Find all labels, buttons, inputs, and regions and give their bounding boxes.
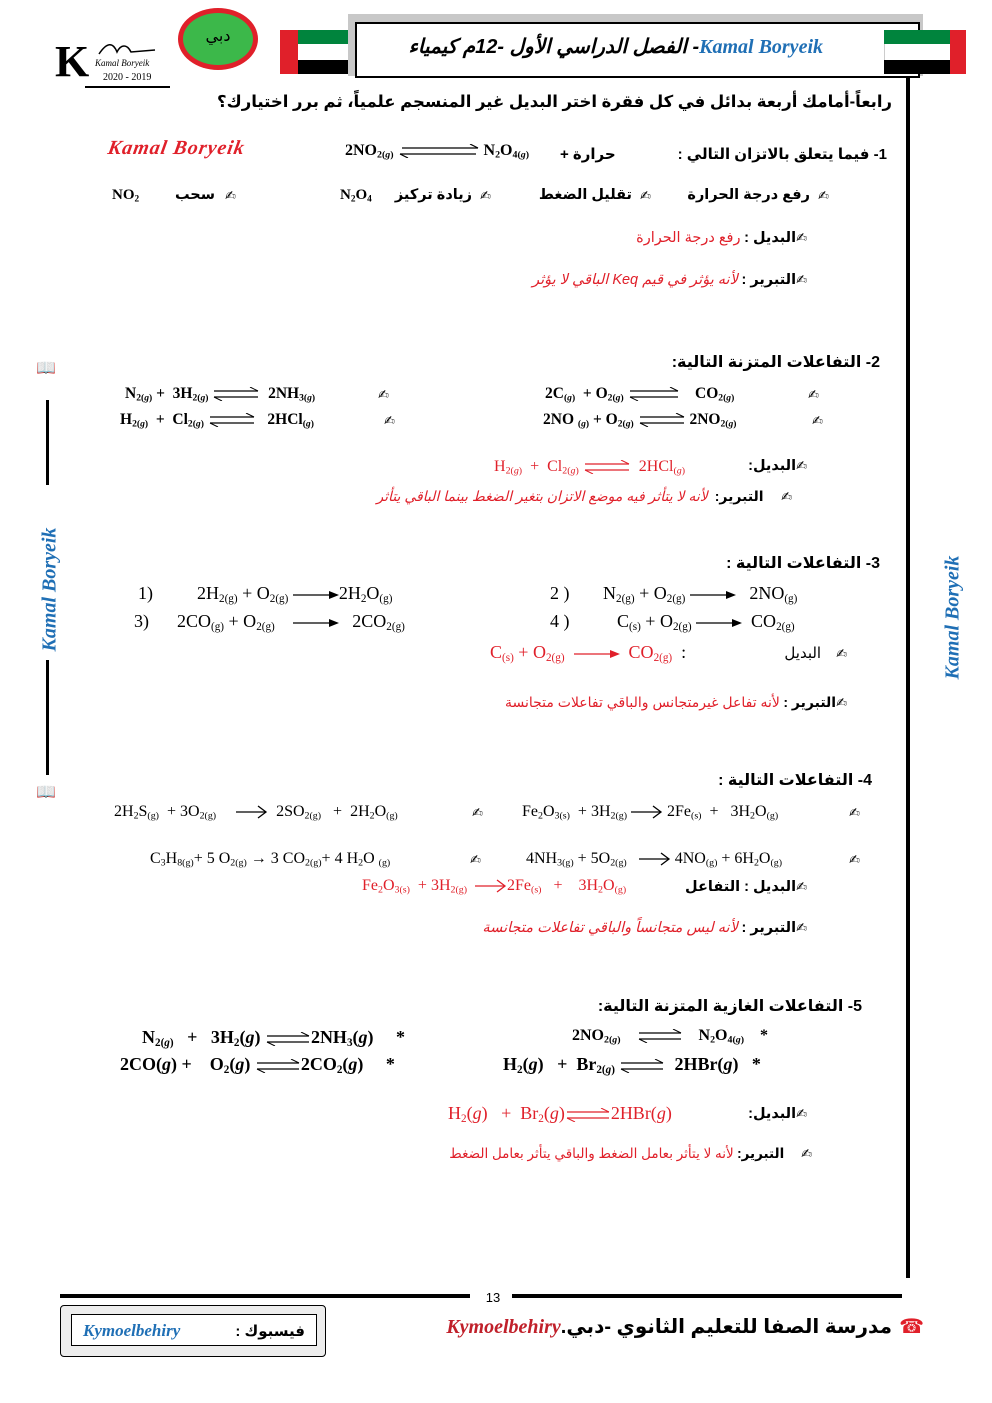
q1-answer-label: البديل : bbox=[744, 230, 797, 246]
page-number: 13 bbox=[485, 1290, 501, 1305]
question-heading: رابعاً-أمامك أربعة بدائل في كل فقرة اختر البديل غير المنسجم علمياً، ثم برر اختيارك؟ bbox=[217, 93, 892, 111]
side-label-left: Kamal Boryeik bbox=[38, 527, 61, 652]
q4-reason-value: لأنه ليس متجانساً والباقي تفاعلات متجانسة bbox=[482, 920, 738, 936]
q3-answer-label: البديل bbox=[784, 645, 822, 662]
q3-answer bbox=[784, 644, 847, 663]
q1-option-1: رفع درجة الحرارة bbox=[687, 187, 810, 203]
q2-reason-label: التبرير: bbox=[714, 488, 764, 504]
city-badge-label: دبي bbox=[205, 28, 231, 45]
pen-icon: ✍ bbox=[849, 853, 860, 868]
q3-answer-equation: $C_{(s)} + O_{2(g)}$ $CO_{2(g)}$ : bbox=[490, 642, 687, 664]
pen-icon: ✍ bbox=[796, 273, 807, 288]
logo-name: Kamal Boryeik bbox=[95, 58, 150, 68]
q4-reason bbox=[482, 920, 807, 937]
pen-icon: ✍ bbox=[470, 853, 481, 868]
q2-reaction-2: $2C_{(g)} + O_{2(g)}$ $CO_{2(g)}$ bbox=[545, 385, 735, 404]
pen-icon: ✍ bbox=[225, 189, 236, 204]
q3-reaction-4: $C_{(s)} + O_{2(g)}$ $CO_{2(g)}$ bbox=[617, 611, 795, 633]
q1-reason-label: التبرير : bbox=[741, 272, 797, 288]
side-label-right: Kamal Boryeik bbox=[941, 555, 964, 680]
q2-reaction-1: $N_{2(g)} + 3H_{2(g)}$ $2NH_{3(g)}$ bbox=[125, 385, 316, 404]
logo-underline bbox=[85, 86, 170, 88]
q2-reason bbox=[376, 488, 792, 506]
q2-reason-value: لأنه لا يتأثر فيه موضع الاتزان بتغير الضغط بينما الباقي يتأثر bbox=[376, 488, 708, 504]
pen-icon: ✍ bbox=[818, 189, 829, 204]
q3-num-4: 4 ) bbox=[550, 611, 570, 631]
q4-prompt: 4- التفاعلات التالية : bbox=[718, 772, 872, 789]
q3-reaction-1: $2H_{2(g)} + O_{2(g)}$ $2H_2O_{(g)}$ bbox=[197, 583, 393, 605]
q1-options bbox=[100, 185, 840, 209]
logo bbox=[55, 38, 170, 88]
q3-num-1: 1) bbox=[138, 583, 153, 603]
pen-icon: ✍ bbox=[801, 1147, 812, 1162]
pen-icon: ✍ bbox=[384, 414, 395, 429]
school-handle[interactable]: Kymoelbehiry bbox=[446, 1316, 561, 1338]
q3-reactions bbox=[130, 583, 870, 643]
q5-reaction-3: 2CO(g) + $O_2(g)$ $2CO_2(g)$ * bbox=[120, 1054, 395, 1076]
q2-reaction-4: 2NO $_{(g)} + O_{2(g)}$ $2NO_{2(g)}$ bbox=[543, 411, 737, 430]
q2-reaction-3: $H_{2(g)} + Cl_{2(g)}$ 2HCl$_{(g)}$ bbox=[120, 411, 314, 430]
q1-option-3-formula: $N_2O_4$ bbox=[340, 187, 372, 205]
pen-icon: ✍ bbox=[781, 490, 792, 505]
pen-icon: ✍ bbox=[836, 647, 847, 662]
q5-reason-value: لأنه لا يتأثر بعامل الضغط والباقي يتأثر بعامل الضغط bbox=[449, 1146, 734, 1161]
q4-reaction-4: $4NH_{3(g)} + 5O_{2(g)}$ $4NO_{(g)} + 6H_2O_{(g)}$ bbox=[526, 850, 783, 869]
pen-icon: ✍ bbox=[378, 388, 389, 403]
footer-rule-right bbox=[512, 1294, 902, 1298]
city-badge bbox=[178, 8, 258, 70]
q2-answer-equation: $H_{2(g)} + Cl_{2(g)}$ 2HCl$_{(g)}$ bbox=[494, 458, 686, 477]
q3-reason-value: لأنه تفاعل غيرمتجانس والباقي تفاعلات متجانسة bbox=[504, 694, 780, 710]
facebook-scroll bbox=[60, 1305, 326, 1357]
q4-reaction-2: $Fe_2O_{3(s)} + 3H_{2(g)}$ $2Fe_{(s)} + 3H_2O_{(g)}$ bbox=[522, 803, 779, 822]
q4-answer bbox=[685, 879, 807, 896]
q5-reaction-1: $N_{2(g)} + 3H_2(g)$ $2NH_3(g)$ * bbox=[142, 1027, 406, 1049]
pen-icon: ✍ bbox=[480, 189, 491, 204]
q1-reason-value: لأنه يؤثر في قيم Keq الباقي لا يؤثر bbox=[532, 272, 738, 288]
q3-reason bbox=[505, 694, 847, 712]
pen-icon: ✍ bbox=[836, 696, 847, 711]
pen-icon: ✍ bbox=[796, 880, 807, 895]
q5-prompt: 5- التفاعلات الغازية المتزنة التالية: bbox=[597, 998, 862, 1015]
logo-year: 2020 - 2019 bbox=[103, 72, 152, 83]
q5-reaction-2: $2NO_{2(g)}$ $N_2O_{4(g)}$ * bbox=[572, 1027, 769, 1046]
q5-reaction-4: $H_2(g) + Br_{2(g)}$ 2HBr(g) * bbox=[503, 1054, 761, 1076]
pen-icon: ✍ bbox=[808, 388, 819, 403]
q2-answer-label: البديل: bbox=[748, 458, 797, 474]
q4-reason-label: التبرير : bbox=[741, 920, 797, 936]
q2-answer bbox=[748, 458, 807, 475]
q1-answer-value: رفع درجة الحرارة bbox=[636, 230, 741, 246]
q1-heat: حرارة + bbox=[560, 146, 616, 163]
q3-prompt: 3- التفاعلات التالية : bbox=[726, 555, 880, 572]
right-border bbox=[906, 78, 910, 1278]
q5-answer-label: البديل: bbox=[748, 1106, 797, 1122]
book-icon-top: 📖 bbox=[36, 358, 56, 377]
q3-reaction-3: $2CO_{(g)} + O_{2(g)}$ $2CO_{2(g)}$ bbox=[177, 611, 405, 633]
q3-reaction-2: $N_{2(g)} + O_{2(g)}$ $2NO_{(g)}$ bbox=[603, 583, 798, 605]
q4-reaction-1: $2H_2S_{(g)} + 3O_{2(g)}$ $2SO_{2(g)} + 2H_2O_{(g)}$ bbox=[114, 803, 398, 822]
q1-equation: $2NO_{2(g)}$ $N_2O_{4(g)}$ bbox=[345, 142, 530, 161]
q4-reaction-3: $C_3H_{8(g)}+ 5$ $O_{2(g)} \to 3$ $CO_{2(g)}+ 4$ $H_2O$ $_{(g)}$ bbox=[150, 850, 391, 869]
phone-icon: ☎ bbox=[899, 1314, 924, 1338]
header-title-en: Kamal Boryeik bbox=[699, 36, 823, 58]
q5-reason-label: التبرير: bbox=[737, 1146, 785, 1161]
facebook-handle[interactable]: Kymoelbehiry bbox=[83, 1321, 181, 1340]
pen-icon: ✍ bbox=[472, 806, 483, 821]
pen-icon: ✍ bbox=[796, 1107, 807, 1122]
footer-rule-left bbox=[60, 1294, 470, 1298]
q3-num-2: 2 ) bbox=[550, 583, 570, 603]
side-line-top bbox=[46, 400, 49, 485]
logo-signature-icon bbox=[97, 40, 157, 58]
q1-reason bbox=[532, 272, 807, 289]
q4-answer-label: البديل : التفاعل bbox=[685, 879, 797, 895]
header-title-box bbox=[355, 22, 920, 78]
pen-icon: ✍ bbox=[796, 231, 807, 246]
q5-reason bbox=[449, 1146, 812, 1162]
q2-prompt: 2- التفاعلات المتزنة التالية: bbox=[671, 354, 880, 371]
q1-option-4: سحب bbox=[174, 187, 215, 203]
pen-icon: ✍ bbox=[849, 806, 860, 821]
school-name: مدرسة الصفا للتعليم الثانوي -دبي. bbox=[560, 1316, 892, 1338]
q3-num-3: 3) bbox=[134, 611, 149, 631]
book-icon-bottom: 📖 bbox=[36, 782, 56, 801]
header-title bbox=[409, 34, 823, 59]
school-line bbox=[446, 1314, 924, 1339]
q1-answer bbox=[636, 230, 807, 247]
watermark: Kamal Boryeik bbox=[106, 137, 247, 159]
q4-answer-equation: $Fe_2O_{3(s)} + 3H_{2(g)}$ $2Fe_{(s)}$ + $3H_2O_{(g)}$ bbox=[362, 877, 627, 896]
pen-icon: ✍ bbox=[796, 921, 807, 936]
q1-prompt: 1- فيما يتعلق بالاتزان التالي : bbox=[677, 146, 887, 163]
pen-icon: ✍ bbox=[640, 189, 651, 204]
q1-option-4-formula: $NO_2$ bbox=[112, 187, 140, 205]
uae-flag-right bbox=[884, 30, 966, 74]
pen-icon: ✍ bbox=[812, 414, 823, 429]
q1-option-3: زيادة تركيز bbox=[394, 187, 472, 203]
q5-answer bbox=[748, 1106, 807, 1123]
q1-option-2: تقليل الضغط bbox=[538, 187, 632, 203]
logo-letter: K bbox=[55, 37, 90, 86]
q3-reason-label: التبرير : bbox=[783, 694, 837, 710]
side-line-bottom bbox=[46, 660, 49, 775]
facebook-label: فيسبوك : bbox=[235, 1323, 305, 1340]
header-title-ar: - الفصل الدراسي الأول -12م كيمياء bbox=[408, 36, 700, 58]
pen-icon: ✍ bbox=[796, 459, 807, 474]
q5-answer-equation: $H_2(g) + Br_2(g)$ 2HBr(g) bbox=[448, 1103, 672, 1125]
